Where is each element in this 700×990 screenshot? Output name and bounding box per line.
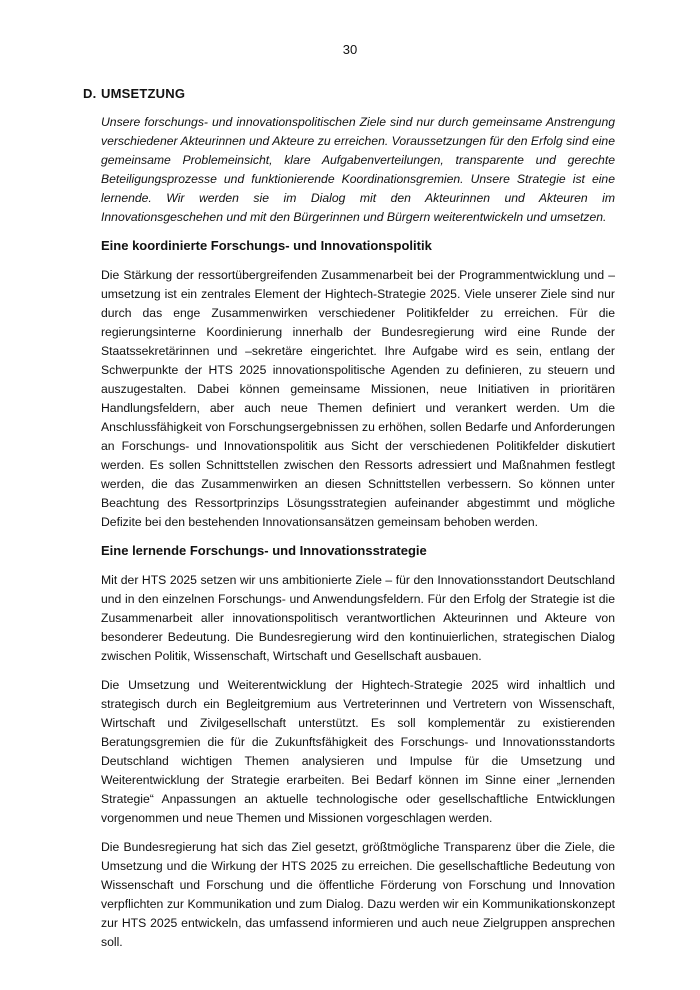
subsection-heading-coordinated-policy: Eine koordinierte Forschungs- und Innovationspolitik <box>101 238 432 253</box>
paragraph-coordinated-policy: Die Stärkung der ressortübergreifenden Zusammenarbeit bei der Programmentwicklung und –umsetzung ist ein zentrales Element der Hightech-Strategie 2025. Viele unserer Ziele sind nur durch das enge Zusammenwirken verschiedener Politikfelder zu erreichen. Für die regierungsinterne Koordinierung innerhalb der Bundesregierung wird eine Runde der Staatssekretärinnen und –sekretäre eingerichtet. Ihre Aufgabe wird es sein, entlang der Schwerpunkte der HTS 2025 innovationspolitische Agenden zu definieren, zu steuern und auszugestalten. Dabei können gemeinsame Missionen, neue Initiativen in prioritären Handlungsfeldern, aber auch neue Themen definiert und verankert werden. Um die Anschlussfähigkeit von Forschungsergebnissen zu erhöhen, sollen Bedarfe und Anforderungen an Forschungs- und Innovationspolitik aus Sicht der verschiedenen Politikfelder diskutiert werden. Es sollen Schnittstellen zwischen den Ressorts adressiert und Maßnahmen festlegt werden, die das Zusammenwirken an diesen Schnittstellen verbessern. So können unter Beachtung des Ressortprinzips Lösungsstrategien aufeinander abgestimmt und mögliche Defizite bei den bestehenden Innovationsansätzen gemeinsam behoben werden. <box>101 268 615 529</box>
page-number: 30 <box>342 42 358 57</box>
paragraph-learning-strategy-3: Die Bundesregierung hat sich das Ziel gesetzt, größtmögliche Transparenz über die Ziele, die Umsetzung und die Wirkung der HTS 2025 zu erreichen. Die gesellschaftliche Bedeutung von Wissenschaft und Forschung und die öffentliche Förderung von Forschung und Innovation verpflichten zur Kommunikation und zum Dialog. Dazu werden wir ein Kommunikationskonzept zur HTS 2025 entwickeln, das umfassend informieren und auch neue Zielgruppen ansprechen soll. <box>101 840 615 949</box>
section-title: UMSETZUNG <box>101 86 186 101</box>
intro-paragraph: Unsere forschungs- und innovationspolitischen Ziele sind nur durch gemeinsame Anstrengung verschiedener Akteurinnen und Akteure zu erreichen. Voraussetzungen für den Erfolg sind eine gemeinsame Problemeinsicht, klare Aufgabenverteilungen, transparente und gerechte Beteiligungsprozesse und funktionierende Koordinationsgremien. Unsere Strategie ist eine lernende. Wir werden sie im Dialog mit den Akteurinnen und Akteuren im Innovationsgeschehen und mit den Bürgerinnen und Bürgern weiterentwickeln und umsetzen. <box>101 115 615 224</box>
paragraph-learning-strategy-2: Die Umsetzung und Weiterentwicklung der Hightech-Strategie 2025 wird inhaltlich und strategisch durch ein Begleitgremium aus Vertreterinnen und Vertretern von Wissenschaft, Wirtschaft und Zivilgesellschaft unterstützt. Es soll komplementär zu existierenden Beratungsgremien die für die Zukunftsfähigkeit des Forschungs- und Innovationsstandorts Deutschland wichtigen Themen analysieren und Impulse für die Umsetzung und Weiterentwicklung der Strategie erarbeiten. Bei Bedarf können im Sinne einer „lernenden Strategie“ Anpassungen an aktuelle technologische oder gesellschaftliche Entwicklungen vorgenommen und neue Themen und Missionen vorgeschlagen werden. <box>101 678 615 825</box>
section-heading <box>83 86 185 101</box>
paragraph-learning-strategy-1: Mit der HTS 2025 setzen wir uns ambitionierte Ziele – für den Innovationsstandort Deutschland und in den einzelnen Forschungs- und Anwendungsfeldern. Für den Erfolg der Strategie ist die Zusammenarbeit aller innovationspolitisch verantwortlichen Akteurinnen und Akteure von besonderer Bedeutung. Die Bundesregierung wird den kontinuierlichen, strategischen Dialog zwischen Politik, Wissenschaft, Wirtschaft und Gesellschaft ausbauen. <box>101 573 615 663</box>
subsection-heading-learning-strategy: Eine lernende Forschungs- und Innovationsstrategie <box>101 543 427 558</box>
section-letter: D. <box>83 86 97 101</box>
document-body <box>101 113 615 952</box>
